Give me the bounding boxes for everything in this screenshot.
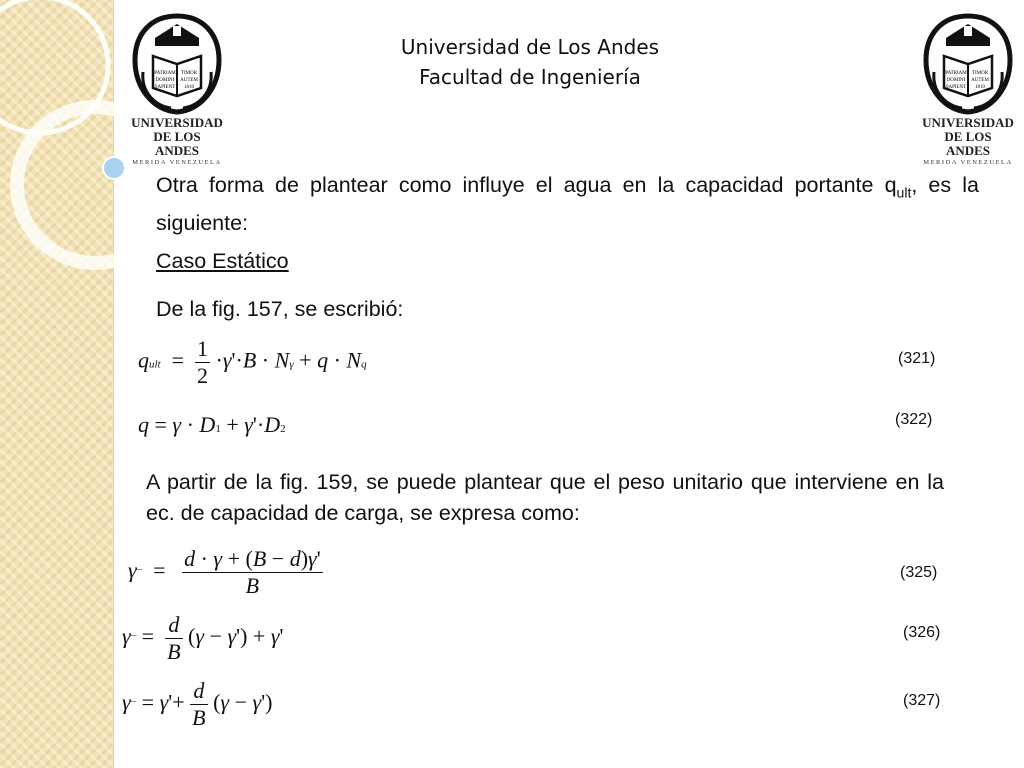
- equation-number: (327): [903, 692, 941, 709]
- figure-reference: De la fig. 157, se escribió:: [156, 297, 404, 321]
- book-text-1: PATRIAM: [154, 71, 176, 76]
- equation-number: (325): [900, 564, 938, 581]
- book-text-3: DOMINI: [155, 78, 175, 83]
- logo-subtitle: MERIDA VENEZUELA: [132, 159, 222, 166]
- logo-name-line2: DE LOS ANDES: [944, 129, 992, 158]
- case-title: Caso Estático: [156, 249, 289, 273]
- book-text-4: AUTEM: [971, 78, 989, 83]
- book-text-6: 1810: [184, 85, 194, 90]
- equation-326: γ¯ = $\frac{d}{B}$ (γ − γ') + γ': [122, 612, 284, 664]
- equation-327: γ¯ = γ'+ $\frac{d}{B}$ (γ − γ'): [122, 678, 273, 730]
- intro-paragraph: [156, 170, 979, 239]
- university-crest-icon: [922, 12, 1014, 116]
- university-crest-icon: [131, 12, 223, 116]
- book-text-5: SAPIENT: [154, 85, 176, 90]
- paragraph-2: A partir de la fig. 159, se puede plantear que el peso unitario que interviene en la ec. de capacidad de carga, se expresa como:: [146, 470, 944, 525]
- logo-name-line2: DE LOS ANDES: [153, 129, 201, 158]
- equation-325: γ¯ = $\frac{d \cdot \gamma + (B - d)\gamma'}{B}$: [128, 546, 321, 598]
- logo-subtitle: MERIDA VENEZUELA: [923, 159, 1013, 166]
- logo-name-line1: UNIVERSIDAD: [922, 115, 1014, 130]
- equation-322: q = γ · D1 + γ'·D2: [138, 412, 286, 437]
- equation-321: qult = $\frac{1}{2}$ ·γ'·B · Nγ + q · Nq: [138, 336, 367, 388]
- header-line1: Universidad de Los Andes: [400, 35, 660, 59]
- intro-subscript: ult: [896, 184, 912, 201]
- book-text-2: TIMOR: [971, 71, 989, 76]
- university-logo-left: [131, 12, 223, 166]
- book-text-4: AUTEM: [180, 78, 198, 83]
- book-text-2: TIMOR: [180, 71, 198, 76]
- book-text-5: SAPIENT: [945, 85, 967, 90]
- blue-dot: [103, 157, 125, 179]
- equation-number: (322): [895, 411, 933, 428]
- equation-number: (321): [898, 350, 936, 367]
- equation-number: (326): [903, 624, 941, 641]
- university-logo-right: [922, 12, 1014, 166]
- slide-header: [330, 32, 730, 92]
- book-text-1: PATRIAM: [945, 71, 967, 76]
- book-text-6: 1810: [975, 85, 985, 90]
- book-text-3: DOMINI: [946, 78, 966, 83]
- intro-text-end: , es la siguiente:: [156, 173, 979, 236]
- intro-text: Otra forma de plantear como influye el agua en la capacidad portante q: [156, 173, 897, 197]
- header-line2: Facultad de Ingeniería: [419, 65, 641, 89]
- logo-name-line1: UNIVERSIDAD: [131, 115, 223, 130]
